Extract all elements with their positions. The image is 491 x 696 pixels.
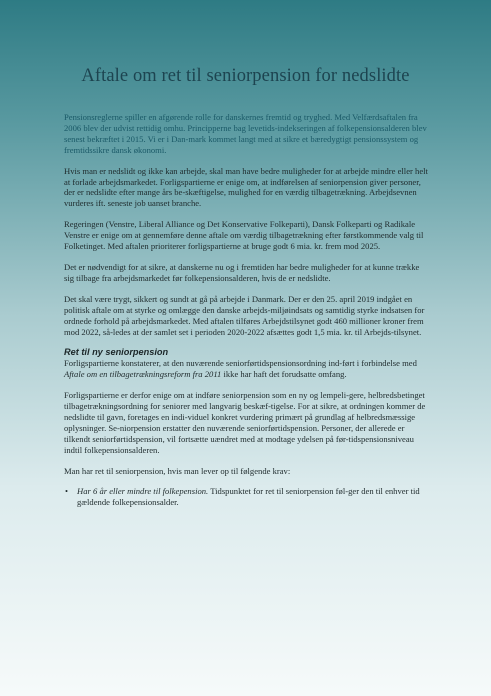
paragraph: Forligspartierne er derfor enige om at indføre seniorpension som en ny og lempeli-gere, helbredsbetinget tilbagetrækningsordning for seniorer med langvarig beskæf-tigelse. For at sikre, at ordningen kommer de nedslidte til gavn, foretages en indi-viduel konkret vurdering primært på grundlag af helbredsmæssige oplysninger. Se-niorpension erstatter den nuværende seniorførtidspension. Personer, der allerede er tilkendt seniorførtidspension, vil fortsætte uændret med at modtage ydelsen på før-tidspensionsniveau indtil folkepensionsalderen. [64, 390, 426, 455]
section-heading: Ret til ny seniorpension [64, 347, 169, 358]
bullet-marker: • [65, 486, 69, 497]
paragraph: Hvis man er nedslidt og ikke kan arbejde, skal man have bedre muligheder for at arbejde mindre eller helt at forlade arbejdsmarkedet. Forligspartierne er enige om, at indførelsen af seniorpension giver personer, der er nedslidte efter mange års be-skæftigelse, mulighed for en værdig tilbagetrækning. Arbejdsevnen vurderes ift. seneste job uanset branche. [64, 165, 428, 209]
reference-title: Aftale om en tilbagetrækningsreform fra 2011 [64, 369, 222, 380]
paragraph: Det skal være trygt, sikkert og sundt at gå på arbejde i Danmark. Der er den 25. april 2019 indgået en politisk aftale om at styrke og omlægge den danske arbejds-miljøindsats og samtidig styrke indsatsen for ordnede forhold på arbejdsmarkedet. Med aftalen tilføres Arbejdstilsynet godt 460 millioner kroner frem mod 2022, så-ledes at der samlet set i perioden 2020-2022 afsættes godt 1,5 mia. kr. til Arbejds-tilsynet. [64, 293, 425, 337]
paragraph: Det er nødvendigt for at sikre, at danskerne nu og i fremtiden har bedre muligheder for at kunne trække sig tilbage fra arbejdsmarkedet før folkepensionsalderen, hvis de er nedslidte. [64, 261, 420, 283]
text-run: Forligspartierne konstaterer, at den nuværende seniorførtidspensionsordning ind-ført i forbindelse med [64, 358, 417, 369]
bullet-emphasis: Har 6 år eller mindre til folkepension. [77, 486, 209, 497]
document-title: Aftale om ret til seniorpension for nedslidte [81, 66, 410, 86]
document-body [64, 112, 430, 518]
bullet-text: Tidspunktet for ret til seniorpension føl-ger den til enhver tid gældende folkepensionsalder. [77, 486, 420, 508]
bullet-item [64, 486, 430, 508]
paragraph [64, 358, 430, 380]
paragraph-intro: Pensionsreglerne spiller en afgørende rolle for danskernes fremtid og tryghed. Med Velfærdsaftalen fra 2006 blev der udvist rettidig omhu. Principperne bag levetids-indekseringen af folkepensionsalderen blev senest bekræftet i 2015. Vi er i Dan-mark kommet langt med at sikre et bæredygtigt pensionssystem og fremtidssikre dansk økonomi. [64, 112, 427, 155]
paragraph: Regeringen (Venstre, Liberal Alliance og Det Konservative Folkeparti), Dansk Folkeparti og Radikale Venstre er enige om at gennemføre denne aftale om værdig tilbagetrækning efter førstkommende valg til Folketinget. Med aftalen prioriterer forligspartierne at bruge godt 6 mia. kr. frem mod 2025. [64, 219, 424, 252]
paragraph: Man har ret til seniorpension, hvis man lever op til følgende krav: [64, 465, 291, 476]
text-run: ikke har haft det forudsatte omfang. [221, 369, 347, 380]
